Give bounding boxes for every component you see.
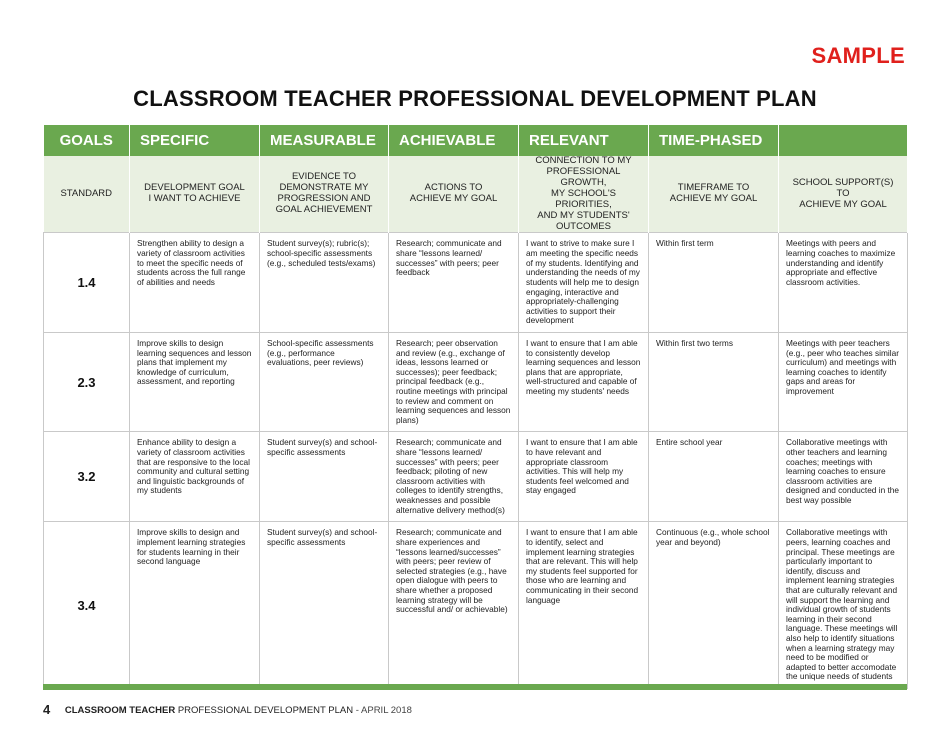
achievable-cell: Research; communicate and share “lessons learned/ successes” with peers; peer feedback — [389, 233, 519, 332]
footer-title-bold: CLASSROOM TEACHER — [64, 705, 176, 716]
col-time-phased: TIME-PHASED — [649, 125, 779, 156]
relevant-cell: I want to strive to make sure I am meeting the specific needs of my students. Identifying and understanding the needs of my students will help me to design engaging, interactive and appropriately-challenging activities to support their development — [519, 233, 649, 332]
measurable-cell: Student survey(s) and school-specific assessments — [260, 432, 389, 522]
time-phased-cell: Within first two terms — [649, 332, 779, 431]
subheader-evidence: EVIDENCE TO DEMONSTRATE MY PROGRESSION AND GOAL ACHIEVEMENT — [260, 156, 389, 233]
table-row — [44, 432, 908, 522]
standard-cell: 3.4 — [44, 522, 130, 689]
relevant-cell: I want to ensure that I am able to consistently develop learning sequences and lesson plans that are appropriate, well-structured and capable of meeting my students' needs — [519, 332, 649, 431]
support-cell: Collaborative meetings with other teachers and learning coaches; meetings with learning coaches to ensure classroom activities are designed and conducted in the best way possible — [779, 432, 908, 522]
footer-date: - APRIL 2018 — [355, 705, 412, 716]
achievable-cell: Research; peer observation and review (e.g., exchange of ideas, lessons learned or successes); peer feedback; principal feedback (e.g., routine meetings with principal to review and comment on learning sequences and lesson plans) — [389, 332, 519, 431]
col-measurable: MEASURABLE — [260, 125, 389, 156]
col-goals: GOALS — [44, 125, 130, 156]
header-row — [44, 125, 908, 156]
table-row — [44, 233, 908, 332]
support-cell: Meetings with peers and learning coaches to maximize understanding and identify appropriate and effective classroom activities. — [779, 233, 908, 332]
support-cell: Collaborative meetings with peers, learning coaches and principal. These meetings are particularly important to identify, discuss and implement learning strategies that are culturally relevant and will support the learning and individual growth of students learning in their second language. These meetings will also help to identify situations when a learning strategy may need to be modified or adapted to better accomodate the unique needs of students — [779, 522, 908, 689]
subheader-standard: STANDARD — [44, 156, 130, 233]
relevant-cell: I want to ensure that I am able to have relevant and appropriate classroom activities. This will help my students feel welcomed and stay engaged — [519, 432, 649, 522]
time-phased-cell: Entire school year — [649, 432, 779, 522]
achievable-cell: Research; communicate and share experiences and “lessons learned/successes” with peers; peer review of selected strategies (e.g., have open dialogue with peers to share whether a proposed learning strategy will be successful and/ or achievable) — [389, 522, 519, 689]
subheader-row — [44, 156, 908, 233]
table-row — [44, 522, 908, 689]
sample-stamp: SAMPLE — [811, 43, 905, 68]
measurable-cell: Student survey(s); rubric(s); school-specific assessments (e.g., scheduled tests/exams) — [260, 233, 389, 332]
page-footer — [43, 702, 412, 717]
measurable-cell: School-specific assessments (e.g., performance evaluations, peer reviews) — [260, 332, 389, 431]
table-row — [44, 332, 908, 431]
subheader-timeframe: TIMEFRAME TO ACHIEVE MY GOAL — [649, 156, 779, 233]
page-number: 4 — [43, 702, 51, 717]
col-support — [779, 125, 908, 156]
subheader-development-goal: DEVELOPMENT GOAL I WANT TO ACHIEVE — [130, 156, 260, 233]
standard-cell: 3.2 — [44, 432, 130, 522]
achievable-cell: Research; communicate and share “lessons learned/ successes” with peers; peer feedback; piloting of new classroom activities with colleges to identify strengths, weaknesses and possible alternative delivery method(s) — [389, 432, 519, 522]
specific-cell: Improve skills to design learning sequences and lesson plans that implement my knowledge of curriculum, assessment, and reporting — [130, 332, 260, 431]
footer-title-rest: PROFESSIONAL DEVELOPMENT PLAN — [177, 705, 354, 716]
page-title: CLASSROOM TEACHER PROFESSIONAL DEVELOPMENT PLAN — [133, 86, 817, 111]
subheader-actions: ACTIONS TO ACHIEVE MY GOAL — [389, 156, 519, 233]
col-specific: SPECIFIC — [130, 125, 260, 156]
specific-cell: Enhance ability to design a variety of classroom activities that are responsive to the local community and cultural setting and linguistic backgrounds of my students — [130, 432, 260, 522]
subheader-school-support: SCHOOL SUPPORT(S) TO ACHIEVE MY GOAL — [779, 156, 908, 233]
standard-cell: 2.3 — [44, 332, 130, 431]
relevant-cell: I want to ensure that I am able to identify, select and implement learning strategies that are relevant. This will help my students feel supported for those who are learning and communicating in their second language — [519, 522, 649, 689]
measurable-cell: Student survey(s) and school-specific assessments — [260, 522, 389, 689]
specific-cell: Improve skills to design and implement learning strategies for students learning in their second language — [130, 522, 260, 689]
footer-divider — [43, 684, 907, 690]
development-plan-table — [43, 125, 908, 689]
support-cell: Meetings with peer teachers (e.g., peer who teaches similar curriculum) and meetings with learning coaches to identify gaps and areas for improvement — [779, 332, 908, 431]
col-relevant: RELEVANT — [519, 125, 649, 156]
specific-cell: Strengthen ability to design a variety of classroom activities to meet the specific needs of students across the full range of abilities and needs — [130, 233, 260, 332]
col-achievable: ACHIEVABLE — [389, 125, 519, 156]
time-phased-cell: Continuous (e.g., whole school year and beyond) — [649, 522, 779, 689]
standard-cell: 1.4 — [44, 233, 130, 332]
subheader-connection: CONNECTION TO MY PROFESSIONAL GROWTH, MY SCHOOL'S PRIORITIES, AND MY STUDENTS' OUTCOMES — [519, 156, 649, 233]
time-phased-cell: Within first term — [649, 233, 779, 332]
